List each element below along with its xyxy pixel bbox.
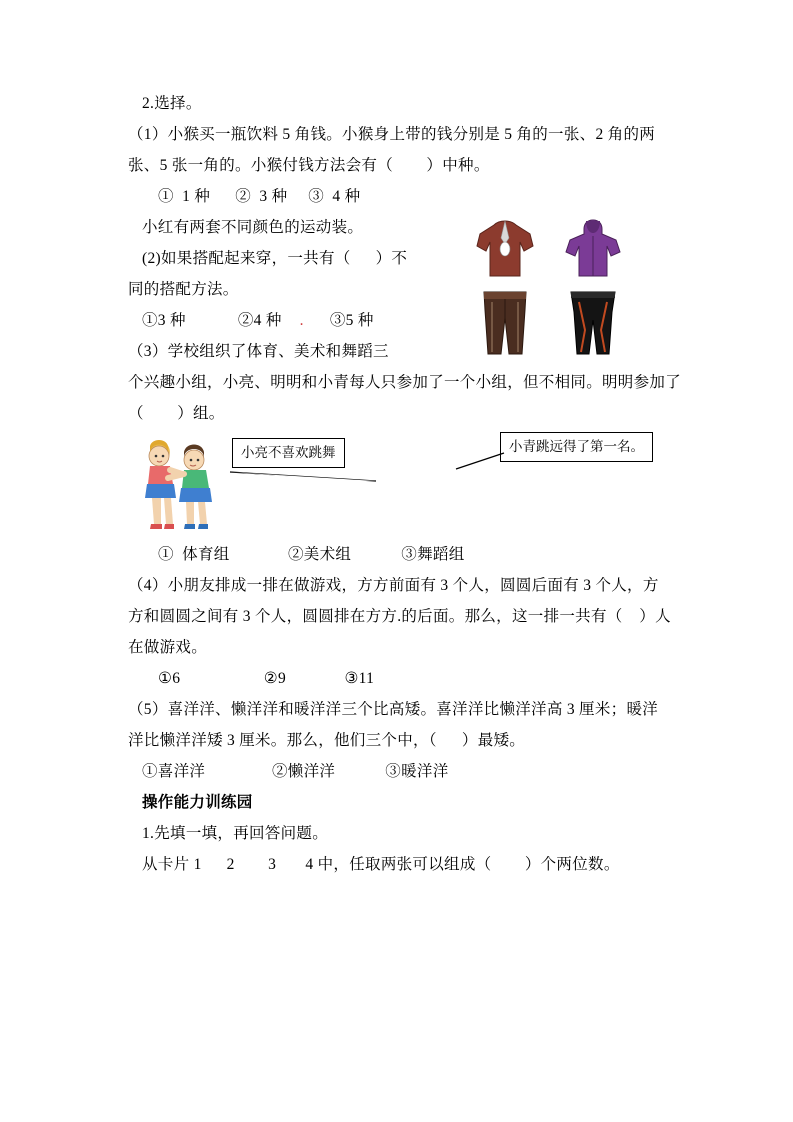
red-jacket-icon xyxy=(474,218,536,280)
q2-intro: 小红有两套不同颜色的运动装。 xyxy=(142,219,364,236)
q3-line1: （3）学校组织了体育、美术和舞蹈三 xyxy=(128,343,389,360)
stray-mark: . xyxy=(299,312,304,329)
s3-q1-line: 从卡片 1 2 3 4 中，任取两张可以组成（ ）个两位数。 xyxy=(142,856,620,873)
section-3-title: 操作能力训练园 xyxy=(142,794,253,811)
speech-bubble-xiaoliang: 小亮不喜欢跳舞 xyxy=(232,438,345,468)
q4-line2: 方和圆圆之间有 3 个人，圆圆排在方方.的后面。那么，这一排一共有（ ）人 xyxy=(128,608,671,625)
clothing-illustration xyxy=(470,218,660,358)
brown-pants-icon xyxy=(478,290,532,356)
q2-option-b: ②4 种 xyxy=(237,312,282,329)
purple-jacket-icon xyxy=(562,218,624,280)
q5-line1: （5）喜洋洋、懒洋洋和暖洋洋三个比高矮。喜洋洋比懒洋洋高 3 厘米；暖洋 xyxy=(128,701,659,718)
q5-options: ①喜洋洋 ②懒洋洋 ③暖洋洋 xyxy=(142,763,449,780)
q1-line1: （1）小猴买一瓶饮料 5 角钱。小猴身上带的钱分别是 5 角的一张、2 角的两 xyxy=(128,126,656,143)
q3-line3: （ ）组。 xyxy=(128,405,225,422)
q3-options: ① 体育组 ②美术组 ③舞蹈组 xyxy=(158,546,465,563)
black-pants-icon xyxy=(566,290,620,356)
q1-options: ① 1 种 ② 3 种 ③ 4 种 xyxy=(158,188,361,205)
s3-q1-title: 1.先填一填，再回答问题。 xyxy=(142,825,329,842)
q1-line2: 张、5 张一角的。小猴付钱方法会有（ ）中种。 xyxy=(128,157,490,174)
speech-bubble-tail-2 xyxy=(455,452,505,470)
two-girls-illustration xyxy=(128,432,226,532)
speech-bubble-xiaoqing: 小青跳远得了第一名。 xyxy=(500,432,653,462)
section-2-title: 2.选择。 xyxy=(142,95,202,112)
q2-line2: 同的搭配方法。 xyxy=(128,281,239,298)
q2-option-a: ①3 种 xyxy=(142,312,186,329)
q4-line3: 在做游戏。 xyxy=(128,639,208,656)
q4-options: ①6 ②9 ③11 xyxy=(158,670,375,687)
q5-line2: 洋比懒洋洋矮 3 厘米。那么，他们三个中，（ ）最矮。 xyxy=(128,732,526,749)
q2-line1: (2)如果搭配起来穿，一共有（ ）不 xyxy=(142,250,408,267)
speech-bubble-tail-1 xyxy=(228,470,378,482)
q3-line2: 个兴趣小组，小亮、明明和小青每人只参加了一个小组，但不相同。明明参加了 xyxy=(128,374,682,391)
q2-option-c: ③5 种 xyxy=(329,312,374,329)
q4-line1: （4）小朋友排成一排在做游戏，方方前面有 3 个人，圆圆后面有 3 个人，方 xyxy=(128,577,659,594)
